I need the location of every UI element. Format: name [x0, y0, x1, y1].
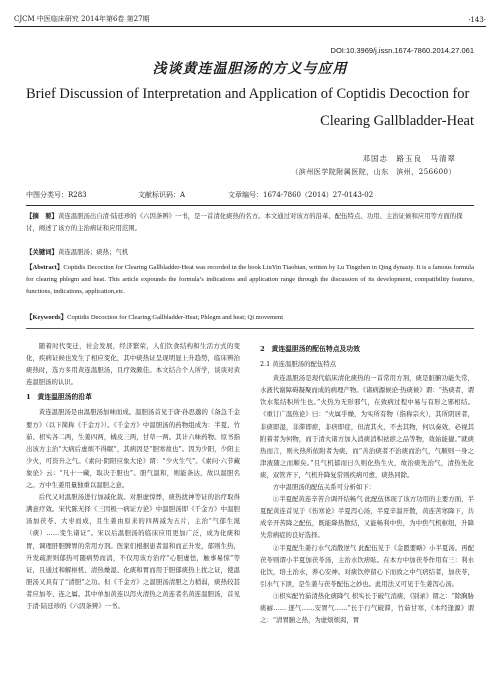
header-rule — [14, 26, 486, 27]
section-1-paragraph-1: 黄连温胆汤是由温胆汤加味而成。温胆汤首见于唐·孙思邈的《备急千金要方》（以下简称《千金方》）。《千金方》中温胆汤的药物组成为：半夏、竹茹、枳实各二两，生姜四两，橘皮三两，甘草一两。其计六味药物。原书指出该方主治“大病后虚烦不得眠”，其病因是“胆寒故也”。因为少阳，少阳主少火，可资升之气。《素问·阴阳应象大论》谓：“少火生气”。《素问·六节藏象论》云：“凡十一藏，取决于胆也”。胆气温和，则能条达，故以温胆名之。方中生姜用量独重以温胆之意。 — [26, 408, 240, 490]
section-1-paragraph-2: 后代又对温胆汤进行加减化裁。对胆虚惊悸，痰热扰神等证的治疗取得满意疗效。宋代陈无择《三因极一病证方论》中温胆汤即《千金方》中温胆汤加茯苓、大枣而成，且生姜由原来的四两减为五片，主治“气郁生涎（痰）……变生诸证”。宋以后温胆汤的临床应用更加广泛，成为化痰和胃，调理肝胆脾胃的常用方剂。医家们根据患者温和而正升发，郁则生热，升发疏泄则郁热可随病势而消，不仅用该方治疗“心胆虚怯，触事易惊”等证，且通过和解枢机、清热燥湿、化痰和胃而用于胆郁痰热上扰之证，使温胆汤又具有了“清胆”之功。但《千金方》之温胆汤清胆之力稍弱，痰热较甚者应加苓、连之属。其中单加黄连以泻火清热之黄连者名黄连温胆汤，首见于清·陆廷珍的《六因条辨》一书。 — [26, 493, 240, 610]
meta-rule — [26, 205, 474, 206]
abstract-en-text: Coptidis Decoction for Clearing Gallbladder-Heat was recorded in the book LiuYin Tiaobian, written by Lu Tingzhen in Qing dynasty. It is a famous formula for clearing phlegm and heat. This article expounds the formula’s indications and application range through the discussion of its development, compatibility features, functions, indications, application,etc. — [26, 264, 474, 295]
keywords-cn — [26, 247, 474, 256]
section-2-paragraph-4: ②半夏配生姜行水气消散逆气 此配伍见于《金匮要略》小半夏汤。再配茯苓则谓小半夏加茯苓汤，主治水饮痞眩。在本方中加茯苓作用有三：利水化饮，培土治水，养心安神。对痰饮停留心下而致之中气痞结者，加茯苓，引水气下泄，是生姜与茯苓配伍之妙也。此用法又可见于生姜泻心汤。 — [260, 543, 474, 588]
abstract-cn-label: 【摘 要】 — [26, 212, 58, 220]
keywords-cn-label: 【关键词】 — [26, 248, 58, 256]
intro-paragraph: 随着时代变迁，社会发展，经济繁荣，人们饮食结构和生活方式的变化，疾病证候也发生了相应变化，其中痰热证呈现明显上升趋势，临床辨治痰热时，选方多用黄连温胆汤，且疗效颇佳。本文结合个人所学，谈谈对黄连温胆汤的认识。 — [26, 342, 240, 387]
clc-number: 中图分类号：R283 — [26, 191, 87, 199]
page-header — [14, 10, 486, 24]
doc-code: 文献标识码：A — [138, 191, 186, 199]
journal-name: CJCM 中医临床研究 2014年第6卷 第27期 — [14, 15, 150, 23]
keywords-cn-text: 黄连温胆汤；痰热；气机 — [57, 248, 129, 256]
section-2-paragraph-5: ③枳实配竹茹清热化痰降气 枳实长于破气消痰，《别录》谓之：“除胸胁痰癖…… 逐气……安胃气……”长于行气破滞，竹茹甘寒，《本经逢源》谓之：“清胃腑之热，为虚烦烦渴，胃 — [260, 591, 474, 625]
title-en-line1: Brief Discussion of Interpretation and Application of Coptidis Decoction for — [26, 86, 470, 102]
keywords-en-text: Coptidis Decoction for Clearing Gallbladder-Heat; Phlegm and heat; Qi movement — [67, 314, 284, 321]
section-2-paragraph-2: 方中温胆汤的配伍关系可分析如下： — [272, 483, 376, 492]
section-2-paragraph-1: 黄连温胆汤是现代临床清化痰热的一首常用方剂，痰是脏腑功能失常，水液代谢障碍凝聚而成的病理产物。《诸病源候论·热痰候》谓：“热痰者，谓饮水浆结积所生也。”火热为无形邪气，在致病过程中易与有形之邪相结。《重订广温热论》曰：“火属乎燥，为实所有物（指称宗火），其所阴居者，非痰即湿，非滞即瘀，非痞即症，但清其火，不去其物，何以奏效，必视其附着者为何物，而于清火诸方加入消痰消积祛瘀之品等物，效始能捷。”就痰热而言，则火热所依附者为痰，而“善治痰者不治痰而治气，气顺则一身之津液随之而顺矣。”且气机郁而日久则化热生火，故治痰先治气，清热先化痰，双管齐下，气机升降复常则疾病可愈，痰热同除。 — [260, 374, 474, 479]
page-number: ·143· — [468, 16, 486, 24]
section-2-paragraph-3: ①半夏配黄连辛苦合调开结畅气 此配伍体现了该方功用的主要方面，半夏配黄连首见于《伤寒论》半夏泻心汤，半夏辛温开散，黄连苦寒降下，共成辛开苦降之配伍，既能降热散结，又能畅利中焦，为中焦气机枢纽，升降失常病症的良好选择。 — [260, 495, 474, 540]
abstract-en — [26, 262, 474, 298]
affiliation: （滨州医学院附属医院，山东 滨州，256600） — [291, 168, 456, 176]
section-2-heading: 2 黄连温胆汤的配伍特点及功效 — [260, 345, 360, 353]
article-id: 文章编号：1674-7860（2014）27-0143-02 — [228, 191, 374, 199]
title-en-line2: Clearing Gallbladder-Heat — [320, 113, 474, 129]
left-column — [26, 340, 240, 612]
abstract-en-label: 【Abstract】 — [26, 264, 64, 271]
doi: DOI:10.3969/j.issn.1674-7860.2014.27.061 — [330, 46, 474, 55]
section-2-1-heading: 2.1 黄连温胆汤的配伍特点 — [260, 360, 337, 369]
abstract-cn — [26, 211, 474, 234]
authors: 邓国志 路玉良 马清翠 — [362, 154, 456, 163]
title-cn: 浅谈黄连温胆汤的方义与应用 — [152, 61, 348, 77]
abstract-cn-text: 黄连温胆汤出自清·陆廷珍的《六因条辨》一书，是一首清化痰热的名方。本文通过对该方的沿革、配伍特点、功用、主治证候和应用等方面的探讨，阐述了该方的主治病证和应用范围。 — [26, 212, 463, 232]
article-meta — [26, 190, 474, 200]
keywords-en — [26, 312, 474, 321]
right-column — [260, 340, 474, 626]
section-1-heading: 1 黄连温胆汤的沿革 — [26, 393, 92, 402]
keywords-en-label: 【Keywords】 — [26, 314, 68, 321]
body-rule — [26, 328, 474, 329]
